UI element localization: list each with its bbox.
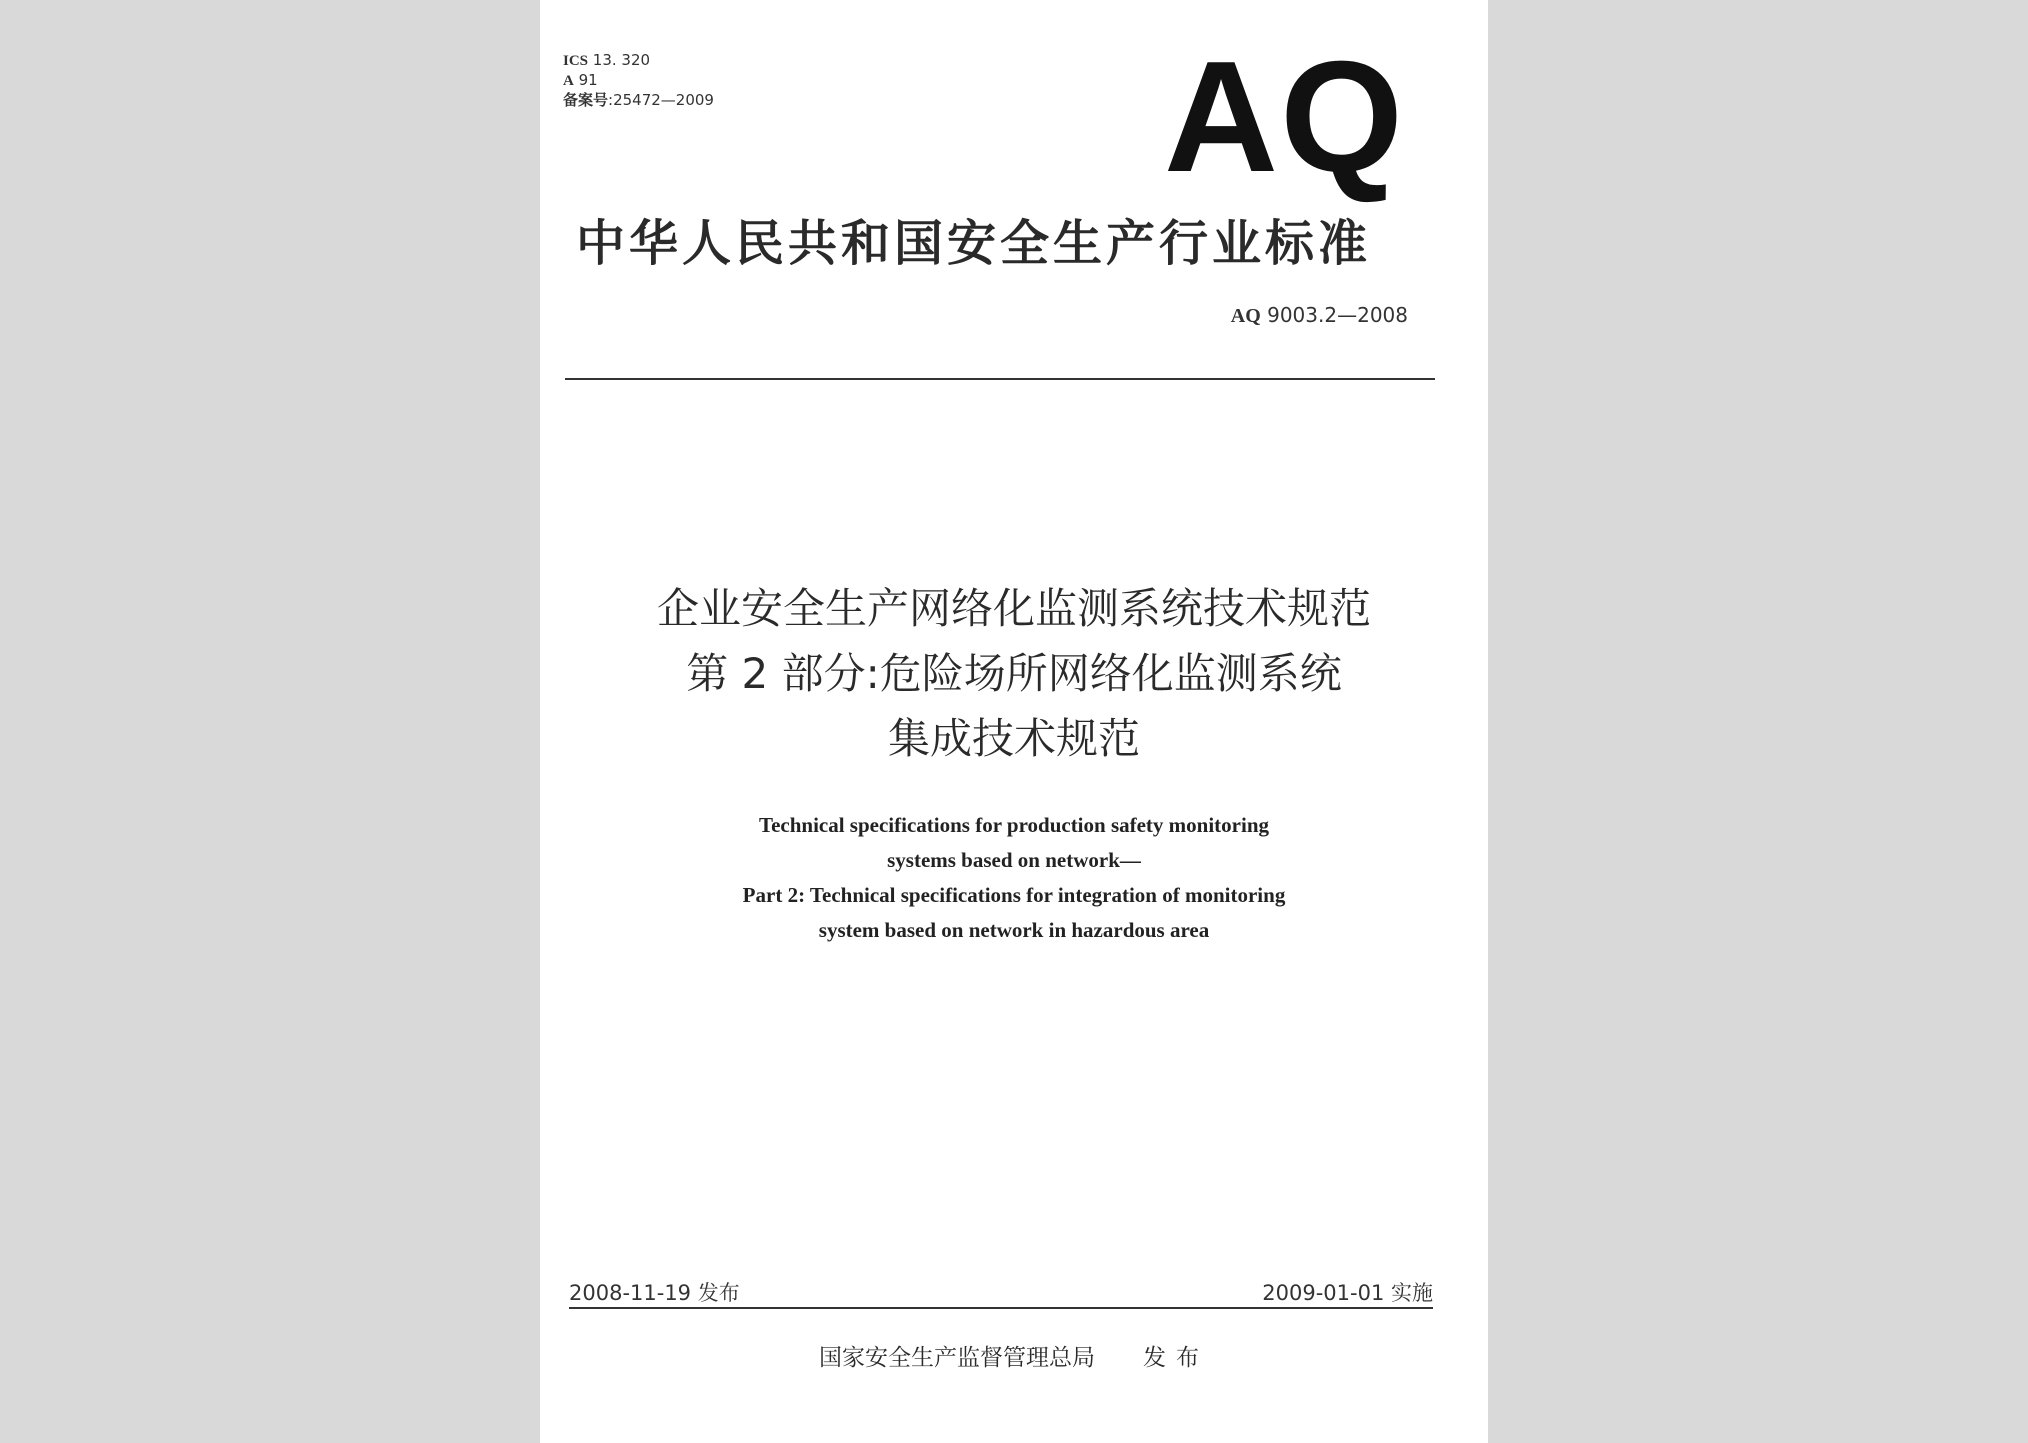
chinese-title-line-1: 企业安全生产网络化监测系统技术规范 [656, 584, 1371, 633]
standard-type-title: 中华人民共和国安全生产行业标准 [576, 215, 1372, 272]
chinese-title-line-3: 集成技术规范 [887, 714, 1140, 763]
publish-word: 发布 [1143, 1345, 1209, 1371]
english-title-line-4: system based on network in hazardous area [818, 918, 1210, 942]
standard-number-value: 9003.2—2008 [1267, 303, 1408, 327]
dates-row [569, 1273, 1433, 1309]
effective-date: 2009-01-01 实施 [1262, 1281, 1433, 1305]
english-title-line-1: Technical specifications for production safety monitoring [758, 813, 1270, 837]
chinese-title [540, 576, 1488, 771]
top-divider [565, 378, 1435, 380]
english-title-line-3: Part 2: Technical specifications for integration of monitoring [742, 883, 1286, 907]
chinese-title-line-2: 第 2 部分:危险场所网络化监测系统 [686, 649, 1342, 698]
standard-cover-page [540, 0, 1488, 1443]
english-title [540, 808, 1488, 948]
issue-date: 2008-11-19 发布 [569, 1281, 740, 1305]
bottom-divider [569, 1307, 1433, 1309]
record-number: 备案号:25472—2009 [563, 91, 714, 109]
aq-logo: AQ [1164, 29, 1405, 205]
ccs-code: A 91 [563, 71, 598, 89]
classification-block [563, 51, 714, 111]
publisher [540, 1339, 1488, 1372]
standard-number-prefix: AQ [1230, 305, 1261, 327]
publisher-name: 国家安全生产监督管理总局 [819, 1345, 1095, 1371]
english-title-line-2: systems based on network— [887, 848, 1141, 872]
ics-code: ICS 13. 320 [563, 51, 651, 69]
standard-number [1231, 303, 1408, 328]
